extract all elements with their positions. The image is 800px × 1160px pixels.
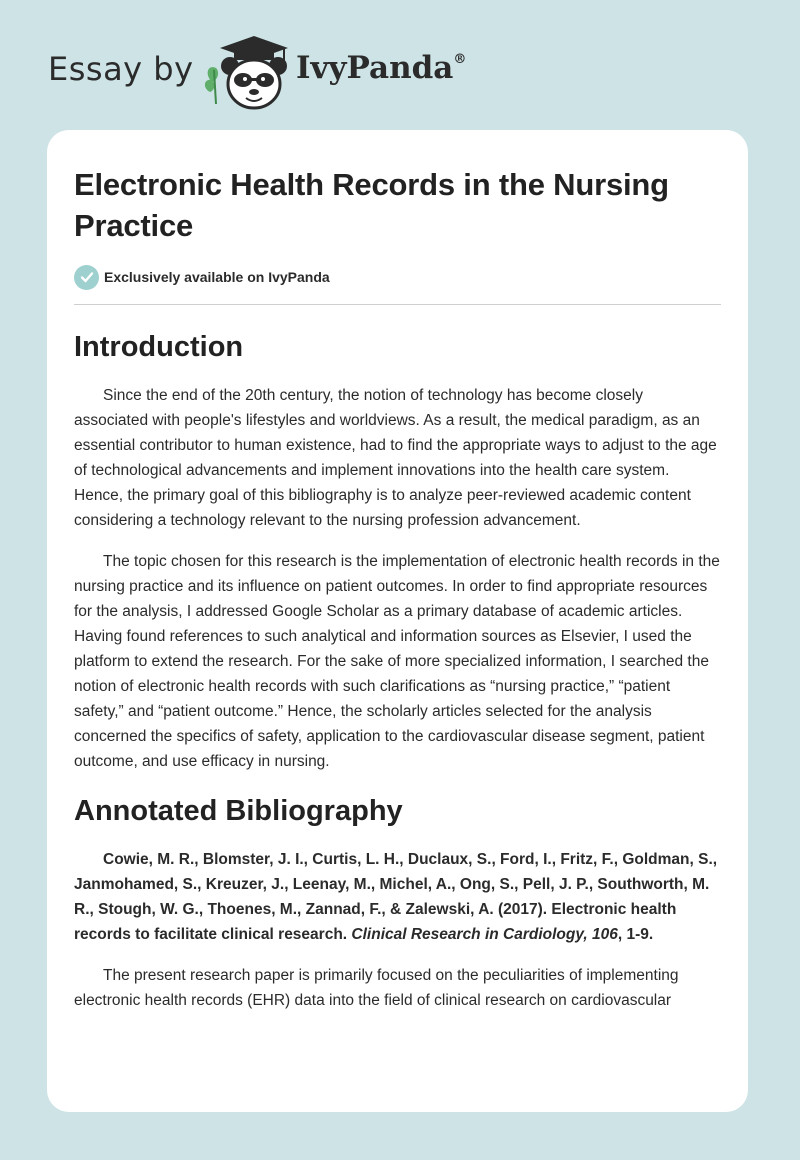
citation-authors-title: Cowie, M. R., Blomster, J. I., Curtis, L. H., Duclaux, S., Ford, I., Fritz, F., Goldman, S., Janmohamed, S., Kreuzer, J., Leenay, M., Michel, A., Ong, S., Pell, J. P., Southworth, M. R., Stough, W. G., Thoenes, M., Zannad, F., & Zalewski, A. (2017). Electronic health records to facilitate clinical research. bbox=[74, 851, 718, 943]
panda-logo-icon[interactable] bbox=[200, 34, 296, 110]
citation-pages: , 1-9. bbox=[617, 926, 654, 943]
brand-text: IvyPanda bbox=[296, 50, 454, 86]
citation-entry bbox=[74, 847, 721, 947]
divider bbox=[74, 304, 721, 305]
section-heading-bibliography: Annotated Bibliography bbox=[74, 795, 403, 827]
site-header bbox=[0, 0, 800, 120]
registered-mark: ® bbox=[453, 52, 467, 67]
page-title: Electronic Health Records in the Nursing Practice bbox=[74, 167, 669, 243]
essay-card bbox=[47, 130, 748, 1112]
exclusive-text: Exclusively available on IvyPanda bbox=[104, 269, 330, 285]
section-heading-introduction: Introduction bbox=[74, 331, 244, 363]
intro-paragraph-1: Since the end of the 20th century, the notion of technology has become closely associated with people's lifestyles and worldviews. As a result, the medical paradigm, as an essential contributor to human existence, had to find the appropriate ways to adjust to the age of technological advancements and implement innovations into the health care system. Hence, the primary goal of this bibliography is to analyze peer-reviewed academic content considering a technology relevant to the nursing profession advancement. bbox=[74, 387, 717, 529]
annotation-paragraph: The present research paper is primarily focused on the peculiarities of implementing electronic health records (EHR) data into the field of clinical research on cardiovascular bbox=[74, 967, 679, 1009]
intro-paragraph-2: The topic chosen for this research is the implementation of electronic health records in the nursing practice and its influence on patient outcomes. In order to find appropriate resources for the analysis, I addressed Google Scholar as a primary database of academic articles. Having found references to such analytical and information sources as Elsevier, I used the platform to extend the research. For the sake of more specialized information, I searched the notion of electronic health records with such clarifications as “nursing practice,” “patient safety,” and “patient outcome.” Hence, the scholarly articles selected for the analysis concerned the specifics of safety, application to the cardiovascular disease segment, patient outcome, and use efficacy in nursing. bbox=[74, 553, 720, 770]
citation-journal: Clinical Research in Cardiology, 106 bbox=[351, 926, 618, 943]
exclusive-badge bbox=[74, 262, 721, 292]
check-icon bbox=[74, 265, 99, 290]
brand-name[interactable] bbox=[296, 50, 466, 86]
essay-by-label: Essay by bbox=[48, 50, 194, 88]
